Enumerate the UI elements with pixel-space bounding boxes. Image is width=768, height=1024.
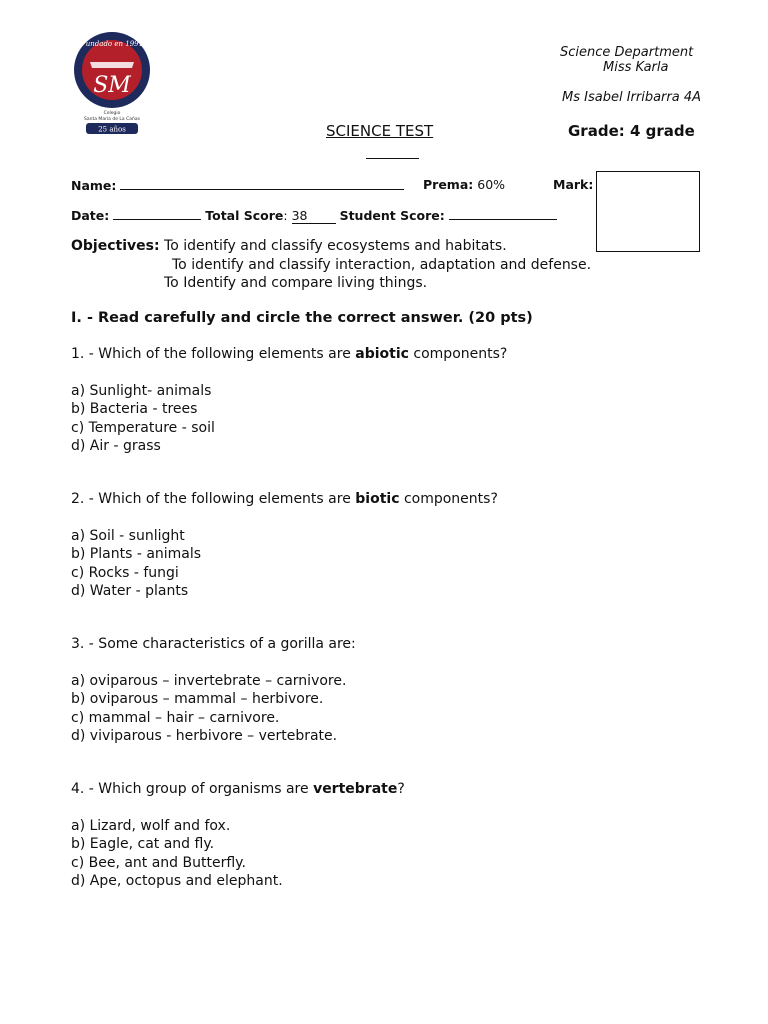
question-3-options	[71, 672, 346, 745]
answer-option[interactable]: b) Eagle, cat and fly.	[71, 836, 215, 853]
answer-option[interactable]: a) oviparous – invertebrate – carnivore.	[71, 673, 347, 689]
question-1-options	[71, 382, 215, 455]
student-score-blank[interactable]	[449, 207, 557, 220]
question-2-end: components?	[399, 491, 498, 507]
answer-option[interactable]: a) Sunlight- animals	[71, 383, 212, 399]
answer-option[interactable]: c) Rocks - fungi	[71, 564, 179, 581]
objective-1: To identify and classify ecosystems and habitats.	[164, 238, 507, 254]
answer-option[interactable]: d) Air - grass	[71, 437, 161, 454]
question-1-keyword: abiotic	[355, 346, 409, 362]
question-1	[71, 346, 507, 362]
teacher-name-1: Miss Karla	[603, 60, 669, 75]
question-1-text: 1. - Which of the following elements are	[71, 346, 356, 362]
answer-option[interactable]: a) Soil - sunlight	[71, 528, 185, 544]
objectives-label: Objectives:	[71, 238, 160, 254]
total-score-label: Total Score	[205, 208, 284, 223]
logo-ribbon: 25 años	[98, 125, 126, 134]
student-score-label: Student Score:	[339, 208, 445, 223]
answer-option[interactable]: d) Ape, octopus and elephant.	[71, 872, 283, 889]
prema-label: Prema:	[423, 177, 474, 192]
name-blank[interactable]	[120, 177, 404, 190]
question-4-text: 4. - Which group of organisms are	[71, 781, 314, 797]
logo-arc-text: Fundado en 1991	[80, 40, 144, 48]
question-4	[71, 781, 405, 797]
logo-school-line1: Colegio	[103, 111, 121, 116]
answer-option[interactable]: b) Plants - animals	[71, 546, 202, 563]
question-3-text: 3. - Some characteristics of a gorilla are:	[71, 636, 356, 652]
question-2-options	[71, 527, 201, 600]
answer-option[interactable]: d) Water - plants	[71, 582, 189, 599]
answer-option[interactable]: b) oviparous – mammal – herbivore.	[71, 691, 324, 708]
question-2-keyword: biotic	[355, 491, 400, 507]
question-3	[71, 636, 356, 652]
answer-option[interactable]: d) viviparous - herbivore – vertebrate.	[71, 727, 338, 744]
objective-3: To Identify and compare living things.	[164, 275, 428, 291]
mark-label: Mark:	[553, 177, 594, 192]
answer-option[interactable]: c) Temperature - soil	[71, 419, 215, 436]
answer-option[interactable]: b) Bacteria - trees	[71, 401, 198, 418]
question-4-end: ?	[397, 781, 405, 797]
date-score-row: Date: Total Score: 38 Student Score:	[71, 207, 557, 224]
department-label: Science Department	[560, 45, 694, 60]
question-2	[71, 491, 498, 507]
logo-initials: SM	[93, 73, 131, 98]
answer-option[interactable]: a) Lizard, wolf and fox.	[71, 818, 231, 834]
objective-2: To identify and classify interaction, adaptation and defense.	[172, 257, 592, 273]
question-1-end: components?	[408, 346, 508, 362]
teacher-name-2: Ms Isabel Irribarra 4A	[562, 90, 701, 105]
prema-field	[423, 177, 505, 192]
question-4-options	[71, 817, 283, 890]
total-score-value: 38	[292, 208, 336, 224]
question-4-keyword: vertebrate	[313, 781, 398, 797]
name-field	[71, 177, 404, 193]
grade-label: Grade:	[568, 122, 625, 140]
date-blank[interactable]	[113, 207, 201, 220]
answer-option[interactable]: c) mammal – hair – carnivore.	[71, 709, 280, 726]
school-logo	[72, 30, 152, 136]
answer-option[interactable]: c) Bee, ant and Butterfly.	[71, 854, 246, 871]
title-underline-blank	[366, 144, 419, 159]
section-heading: I. - Read carefully and circle the correct answer. (20 pts)	[71, 310, 533, 326]
mark-box[interactable]	[596, 171, 700, 252]
prema-value: 60%	[477, 177, 506, 192]
logo-school-line2: Santa María de La Cañas	[84, 117, 140, 122]
grade-line	[568, 122, 695, 140]
objectives-line-1	[71, 237, 507, 255]
name-label: Name:	[71, 178, 117, 193]
date-label: Date:	[71, 208, 110, 223]
grade-value: 4 grade	[629, 122, 695, 140]
question-2-text: 2. - Which of the following elements are	[71, 491, 356, 507]
test-title: SCIENCE TEST	[326, 122, 434, 140]
